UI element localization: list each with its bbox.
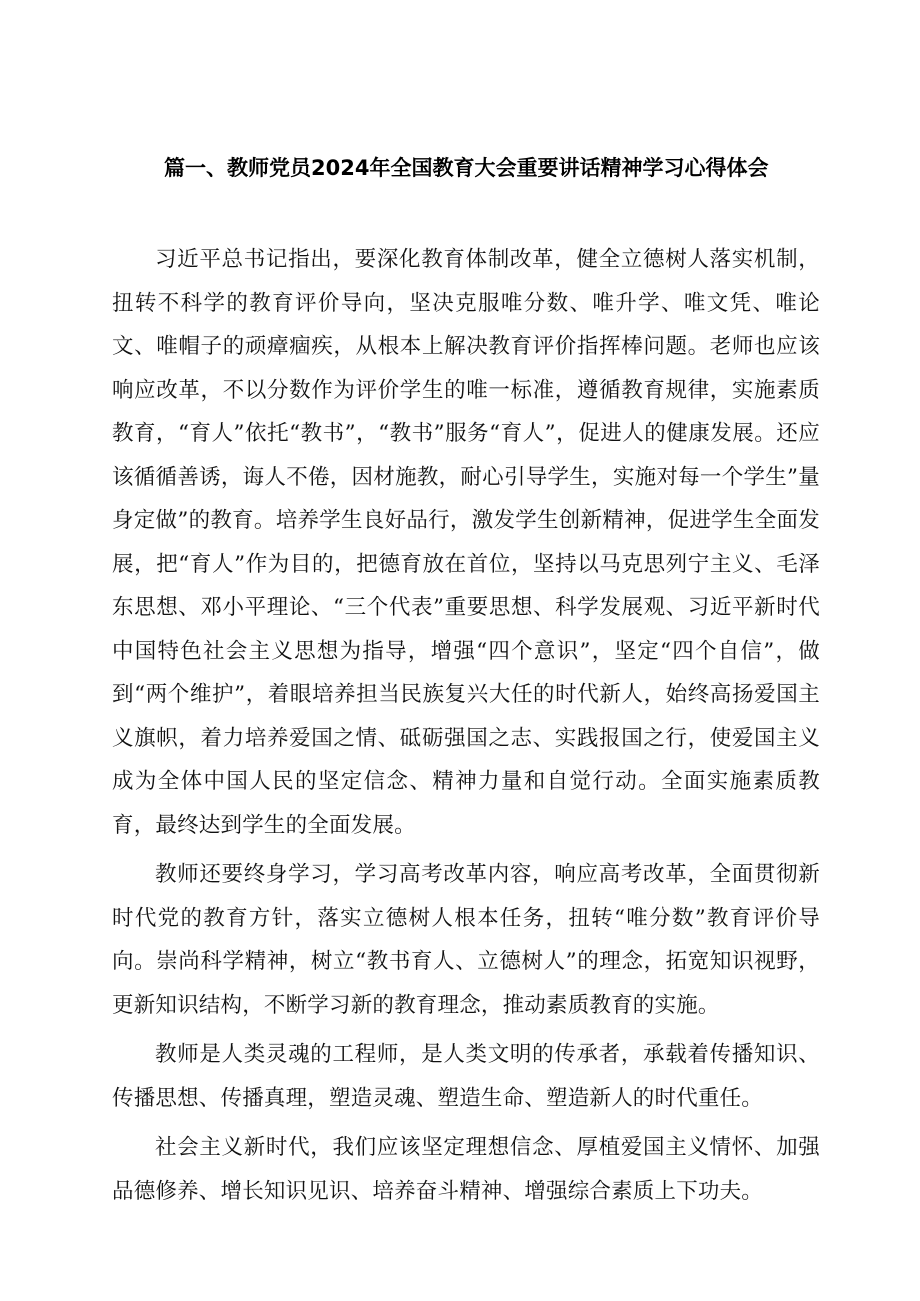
paragraph-2: 教师还要终身学习，学习高考改革内容，响应高考改革，全面贯彻新时代党的教育方针，落实立德树人根本任务，扭转“唯分数”教育评价导向。崇尚科学精神，树立“教书育人、立德树人”的理念，拓宽知识视野，更新知识结构，不断学习新的教育理念，推动素质教育的实施。	[112, 862, 820, 1018]
paragraph-4: 社会主义新时代，我们应该坚定理想信念、厚植爱国主义情怀、加强品德修养、增长知识见识、培养奋斗精神、增强综合素质上下功夫。	[112, 1135, 820, 1204]
paragraph-1: 习近平总书记指出，要深化教育体制改革，健全立德树人落实机制，扭转不科学的教育评价导向，坚决克服唯分数、唯升学、唯文凭、唯论文、唯帽子的顽瘴痼疾，从根本上解决教育评价指挥棒问题。老师也应该响应改革，不以分数作为评价学生的唯一标准，遵循教育规律，实施素质教育，“育人”依托“教书”，“教书”服务“育人”，促进人的健康发展。还应该循循善诱，诲人不倦，因材施教，耐心引导学生，实施对每一个学生”量身定做”的教育。培养学生良好品行，激发学生创新精神，促进学生全面发展，把“育人”作为目的，把德育放在首位，坚持以马克思列宁主义、毛泽东思想、邓小平理论、“三个代表”重要思想、科学发展观、习近平新时代中国特色社会主义思想为指导，增强“四个意识”，坚定“四个自信”，做到“两个维护”，着眼培养担当民族复兴大任的时代新人，始终高扬爱国主义旗帜，着力培养爱国之情、砥砺强国之志、实践报国之行，使爱国主义成为全体中国人民的坚定信念、精神力量和自觉行动。全面实施素质教育，最终达到学生的全面发展。	[112, 247, 820, 838]
document-title: 篇一、教师党员2024年全国教育大会重要讲话精神学习心得体会	[164, 156, 769, 180]
paragraph-3: 教师是人类灵魂的工程师，是人类文明的传承者，承载着传播知识、传播思想、传播真理，塑造灵魂、塑造生命、塑造新人的时代重任。	[112, 1042, 820, 1111]
document-body	[112, 238, 820, 1213]
